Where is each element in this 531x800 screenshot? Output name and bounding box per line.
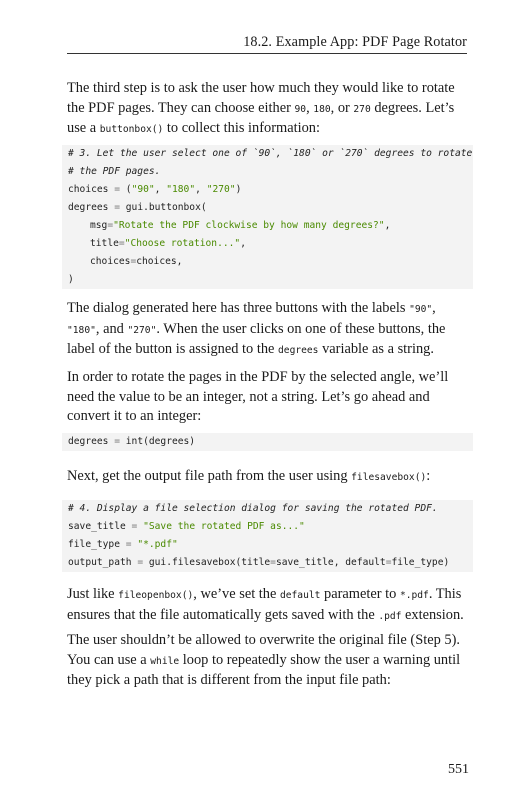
code-block-buttonbox [62,145,473,289]
code-line: degrees = gui.buttonbox( [68,202,207,213]
header-rule [67,53,467,54]
code-line: output_path = gui.filesavebox(title=save_title, default=file_type) [68,557,450,568]
code-line: file_type = "*.pdf" [68,539,178,550]
paragraph-overwrite-warning: The user shouldn’t be allowed to overwrite the original file (Step 5). You can use a while loop to repeatedly show the user a warning until they pick a path that is different from the input file path: [67,632,461,688]
code-comment: # 3. Let the user select one of `90`, `180` or `270` degrees to rotate [68,148,473,159]
code-line: save_title = "Save the rotated PDF as..." [68,521,305,532]
code-line: choices = ("90", "180", "270") [68,184,242,195]
running-header: 18.2. Example App: PDF Page Rotator [243,34,467,50]
code-block-filesavebox [62,500,473,572]
paragraph-dialog-labels: The dialog generated here has three buttons with the labels "90", "180", and "270". When the user clicks on one of these buttons, the label of the button is assigned to the degrees variable as a string. [67,300,446,357]
paragraph-convert-integer: In order to rotate the pages in the PDF by the selected angle, we’ll need the value to be an integer, not a string. Let’s go ahead and convert it to an integer: [67,369,449,424]
page-number: 551 [448,762,469,777]
code-line: title="Choose rotation...", [90,238,246,249]
code-comment: # 4. Display a file selection dialog for saving the rotated PDF. [68,503,438,514]
code-block-int [62,433,473,451]
code-line: msg="Rotate the PDF clockwise by how many degrees?", [90,220,391,231]
paragraph-filesavebox-intro: Next, get the output file path from the user using filesavebox(): [67,468,431,484]
paragraph-default-param: Just like fileopenbox(), we’ve set the default parameter to *.pdf. This ensures that the file automatically gets saved with the .pdf extension. [67,586,464,623]
code-line: degrees = int(degrees) [68,436,196,447]
code-line: ) [68,274,74,285]
code-line: choices=choices, [90,256,183,267]
paragraph-buttonbox-intro: The third step is to ask the user how much they would like to rotate the PDF pages. They can choose either 90, 180, or 270 degrees. Let’s use a buttonbox() to collect this information: [67,80,455,136]
code-comment: # the PDF pages. [68,166,161,177]
